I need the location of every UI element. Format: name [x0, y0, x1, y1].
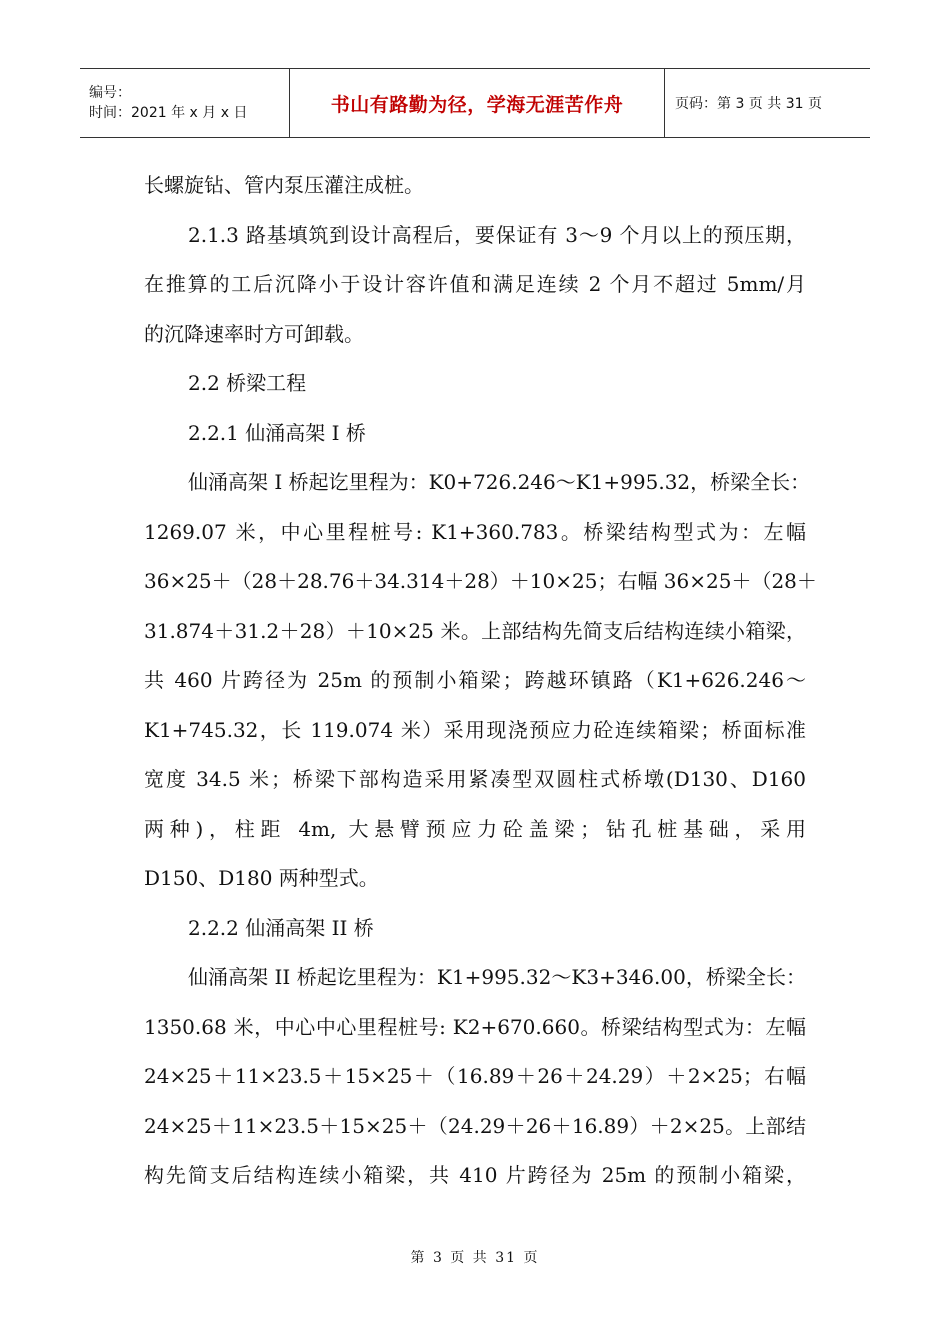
body-line: 在推算的工后沉降小于设计容许值和满足连续 2 个月不超过 5mm/月: [144, 272, 806, 296]
document-date-label: 时间：2021 年 x 月 x 日: [89, 105, 248, 121]
body-line: 的沉降速率时方可卸载。: [144, 321, 364, 346]
page-footer: 第 3 页 共 31 页: [410, 1250, 540, 1266]
page-header: [80, 68, 870, 138]
body-line: 构先简支后结构连续小箱梁，共 410 片跨径为 25m 的预制小箱梁，: [144, 1163, 806, 1187]
body-line: 24×25＋11×23.5＋15×25＋（24.29＋26＋16.89）＋2×25。上部结: [144, 1113, 806, 1138]
body-line: D150、D180 两种型式。: [144, 866, 379, 890]
body-line: 2.1.3 路基填筑到设计高程后，要保证有 3～9 个月以上的预压期，: [188, 222, 806, 247]
body-line: K1+745.32，长 119.074 米）采用现浇预应力砼连续箱梁；桥面标准: [144, 717, 806, 742]
body-line: 两种)，柱距 4m, 大悬臂预应力砼盖梁；钻孔桩基础，采用: [144, 816, 806, 841]
header-meta: [80, 69, 289, 137]
document-number-label: 编号：: [89, 85, 131, 101]
subsection-heading: 2.2.1 仙涌高架 I 桥: [188, 420, 366, 445]
header-motto: 书山有路勤为径，学海无涯苦作舟: [330, 93, 624, 116]
body-line: 31.874＋31.2＋28）＋10×25 米。上部结构先简支后结构连续小箱梁，: [144, 618, 806, 643]
body-line: 长螺旋钻、管内泵压灌注成桩。: [144, 173, 424, 197]
section-heading: 2.2 桥梁工程: [188, 371, 307, 395]
subsection-heading: 2.2.2 仙涌高架 II 桥: [188, 915, 374, 940]
body-line: 24×25＋11×23.5＋15×25＋（16.89＋26＋24.29）＋2×25；右幅: [144, 1064, 806, 1088]
body-line: 1269.07 米，中心里程桩号: K1+360.783。桥梁结构型式为：左幅: [144, 519, 806, 544]
header-page-number: 页码：第 3 页 共 31 页: [675, 96, 822, 112]
body-line: 36×25＋（28＋28.76＋34.314＋28）＋10×25；右幅 36×25＋（28＋: [144, 569, 817, 593]
body-line: 宽度 34.5 米；桥梁下部构造采用紧凑型双圆柱式桥墩(D130、D160: [144, 767, 806, 791]
document-body: [144, 161, 817, 1201]
header-motto-cell: [289, 69, 665, 137]
header-page-cell: [665, 69, 870, 137]
body-line: 仙涌高架 II 桥起讫里程为：K1+995.32～K3+346.00，桥梁全长：: [188, 965, 806, 989]
body-line: 仙涌高架 I 桥起讫里程为：K0+726.246～K1+995.32，桥梁全长：: [188, 470, 811, 494]
body-line: 1350.68 米，中心中心里程桩号: K2+670.660。桥梁结构型式为：左幅: [144, 1014, 806, 1039]
body-line: 共 460 片跨径为 25m 的预制小箱梁；跨越环镇路（K1+626.246～: [144, 668, 806, 692]
